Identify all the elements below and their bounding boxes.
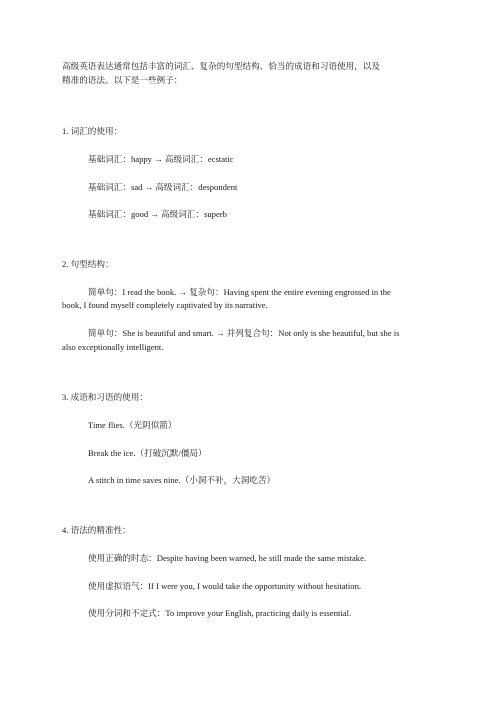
intro-line-2: 精准的语法。以下是一些例子： [62,75,183,85]
list-item: 简单句：I read the book. → 复杂句：Having spent the entire evening engrossed in the [88,287,391,297]
section-heading-sentence-structure: 2. 句型结构： [62,259,114,269]
list-item: 简单句：She is beautiful and smart. → 并列复合句：Not only is she beautiful, but she is [88,328,400,338]
list-item: 基础词汇：happy → 高级词汇：ecstatic [88,154,234,164]
section-heading-grammar: 4. 语法的精准性： [62,525,131,535]
list-item: 使用分词和不定式：To improve your English, practicing daily is essential. [88,608,352,618]
list-item: Break the ice.（打破沉默/僵局） [88,448,207,458]
list-item: book, I found myself completely captivated by its narrative. [62,300,268,310]
section-heading-idioms: 3. 成语和习语的使用： [62,392,148,402]
list-item: 基础词汇：sad → 高级词汇：despondent [88,182,238,192]
list-item: 使用虚拟语气：If I were you, I would take the opportunity without hesitation. [88,581,362,591]
section-heading-vocabulary: 1. 词汇的使用： [62,126,123,136]
list-item: A stitch in time saves nine.（小洞不补，大洞吃苦） [88,475,276,485]
list-item: also exceptionally intelligent. [62,342,164,352]
list-item: 基础词汇：good → 高级词汇：superb [88,209,227,219]
list-item: Time flies.（光阴似箭） [88,420,177,430]
intro-line-1: 高级英语表达通常包括丰富的词汇、复杂的句型结构、恰当的成语和习语使用，以及 [62,61,380,71]
list-item: 使用正确的时态：Despite having been warned, he still made the same mistake. [88,553,367,563]
